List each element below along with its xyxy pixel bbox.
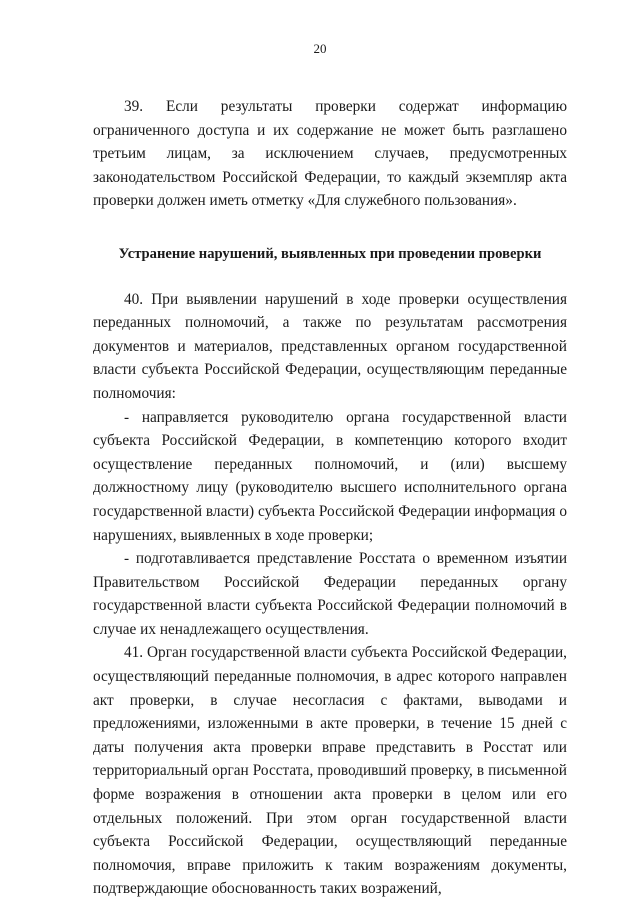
page-number: 20 <box>313 41 327 56</box>
paragraph-40-item-1: - направляется руководителю органа государственной власти субъекта Российской Федерации, в компетенцию которого входит осуществление переданных полномочий, и (или) высшему должностному лицу (руководителю высшего исполнительного органа государственной власти) субъекта Российской Федерации информация о нарушениях, выявленных в ходе проверки; <box>93 408 567 544</box>
section-heading: Устранение нарушений, выявленных при проведении проверки <box>118 245 542 262</box>
paragraph-40-item-2: - подготавливается представление Росстата о временном изъятии Правительством Российской Федерации переданных органу государственной власти субъекта Российской Федерации полномочий в случае их ненадлежащего осуществления. <box>93 550 567 638</box>
paragraph-41: 41. Орган государственной власти субъекта Российской Федерации, осуществляющий переданные полномочия, в адрес которого направлен акт проверки, в случае несогласия с фактами, выводами и предложениями, изложенными в акте проверки, в течение 15 дней с даты получения акта проверки вправе представить в Росстат или территориальный орган Росстата, проводивший проверку, в письменной форме возражения в отношении акта проверки в целом или его отдельных положений. При этом орган государственной власти субъекта Российской Федерации, осуществляющий переданные полномочия, вправе приложить к таким возражениям документы, подтверждающие обоснованность таких возражений, <box>93 644 567 898</box>
document-body <box>93 95 567 901</box>
paragraph-40: 40. При выявлении нарушений в ходе проверки осуществления переданных полномочий, а также по результатам рассмотрения документов и материалов, представленных органом государственной власти субъекта Российской Федерации, осуществляющим переданные полномочия: <box>93 290 567 402</box>
paragraph-39: 39. Если результаты проверки содержат информацию ограниченного доступа и их содержание не может быть разглашено третьим лицам, за исключением случаев, предусмотренных законодательством Российской Федерации, то каждый экземпляр акта проверки должен иметь отметку «Для служебного пользования». <box>93 98 567 210</box>
